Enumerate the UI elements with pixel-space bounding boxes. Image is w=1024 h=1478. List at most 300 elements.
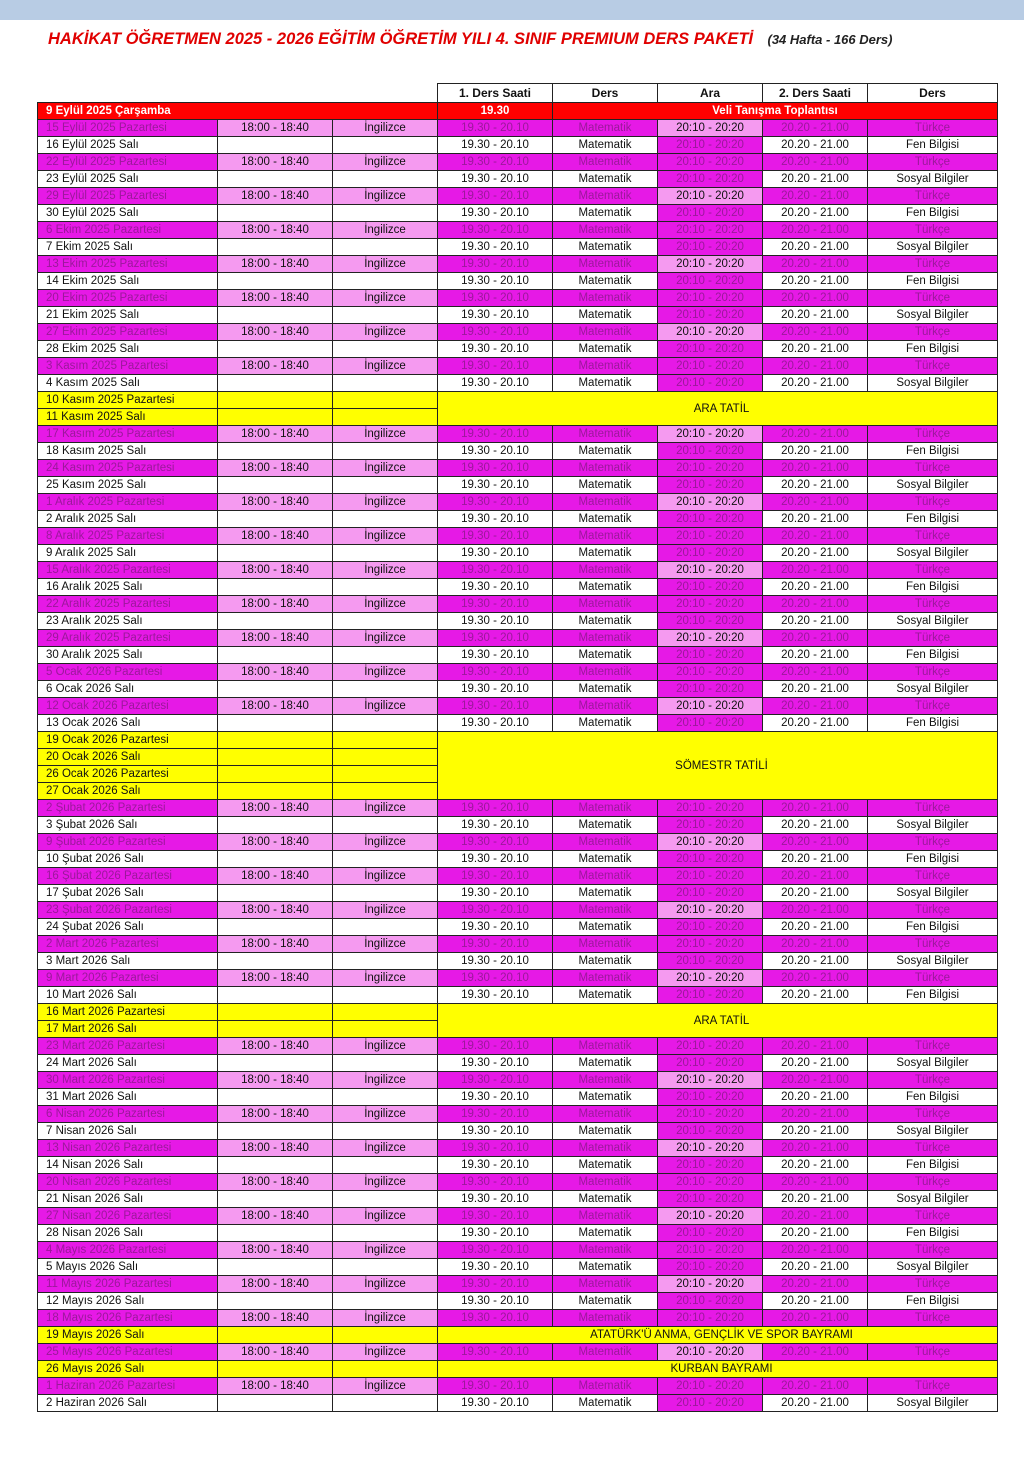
first-period-time: 19.30 - 20.10 — [438, 987, 553, 1004]
first-period-subject: Matematik — [553, 120, 658, 137]
empty-cell — [218, 749, 333, 766]
extra-time-cell: 18:00 - 18:40 — [218, 868, 333, 885]
date-cell: 24 Şubat 2026 Salı — [38, 919, 218, 936]
monday-row — [38, 528, 998, 545]
date-cell: 13 Nisan 2026 Pazartesi — [38, 1140, 218, 1157]
first-period-subject: Matematik — [553, 800, 658, 817]
second-period-subject: Fen Bilgisi — [868, 1225, 998, 1242]
second-period-time: 20.20 - 21.00 — [763, 1055, 868, 1072]
top-bar — [0, 0, 1024, 20]
tuesday-row — [38, 1191, 998, 1208]
extra-time-cell: 18:00 - 18:40 — [218, 358, 333, 375]
break-time: 20:10 - 20:20 — [658, 596, 763, 613]
tuesday-row — [38, 1157, 998, 1174]
second-period-subject: Türkçe — [868, 188, 998, 205]
break-time: 20:10 - 20:20 — [658, 290, 763, 307]
first-period-time: 19.30 - 20.10 — [438, 698, 553, 715]
second-period-subject: Sosyal Bilgiler — [868, 307, 998, 324]
monday-row — [38, 120, 998, 137]
second-period-time: 20.20 - 21.00 — [763, 188, 868, 205]
extra-lesson-cell: İngilizce — [333, 120, 438, 137]
first-period-time: 19.30 - 20.10 — [438, 443, 553, 460]
date-cell: 22 Aralık 2025 Pazartesi — [38, 596, 218, 613]
extra-lesson-cell: İngilizce — [333, 358, 438, 375]
tuesday-row — [38, 613, 998, 630]
second-period-subject: Fen Bilgisi — [868, 919, 998, 936]
date-cell: 4 Mayıs 2026 Pazartesi — [38, 1242, 218, 1259]
first-period-time: 19.30 - 20.10 — [438, 1208, 553, 1225]
tuesday-row — [38, 307, 998, 324]
first-period-time: 19.30 - 20.10 — [438, 919, 553, 936]
first-period-time: 19.30 - 20.10 — [438, 239, 553, 256]
date-cell: 21 Nisan 2026 Salı — [38, 1191, 218, 1208]
second-period-subject: Fen Bilgisi — [868, 511, 998, 528]
date-cell: 20 Ocak 2026 Salı — [38, 749, 218, 766]
first-period-subject: Matematik — [553, 1395, 658, 1412]
extra-lesson-cell: İngilizce — [333, 324, 438, 341]
second-period-time: 20.20 - 21.00 — [763, 171, 868, 188]
tuesday-row — [38, 443, 998, 460]
extra-time-cell — [218, 273, 333, 290]
extra-time-cell — [218, 987, 333, 1004]
date-cell: 29 Eylül 2025 Pazartesi — [38, 188, 218, 205]
extra-time-cell: 18:00 - 18:40 — [218, 970, 333, 987]
extra-time-cell: 18:00 - 18:40 — [218, 630, 333, 647]
break-time: 20:10 - 20:20 — [658, 613, 763, 630]
extra-time-cell — [218, 1395, 333, 1412]
first-period-subject: Matematik — [553, 1378, 658, 1395]
second-period-time: 20.20 - 21.00 — [763, 426, 868, 443]
date-cell: 20 Nisan 2026 Pazartesi — [38, 1174, 218, 1191]
extra-time-cell: 18:00 - 18:40 — [218, 936, 333, 953]
second-period-subject: Türkçe — [868, 1344, 998, 1361]
break-time: 20:10 - 20:20 — [658, 647, 763, 664]
extra-time-cell — [218, 885, 333, 902]
break-time: 20:10 - 20:20 — [658, 1157, 763, 1174]
extra-lesson-cell — [333, 1395, 438, 1412]
extra-lesson-cell: İngilizce — [333, 936, 438, 953]
extra-time-cell — [218, 919, 333, 936]
holiday-label: SÖMESTR TATİLİ — [438, 732, 998, 800]
date-cell: 1 Aralık 2025 Pazartesi — [38, 494, 218, 511]
second-period-subject: Fen Bilgisi — [868, 137, 998, 154]
extra-lesson-cell — [333, 273, 438, 290]
second-period-time: 20.20 - 21.00 — [763, 664, 868, 681]
break-time: 20:10 - 20:20 — [658, 494, 763, 511]
second-period-time: 20.20 - 21.00 — [763, 375, 868, 392]
extra-lesson-cell: İngilizce — [333, 528, 438, 545]
extra-time-cell: 18:00 - 18:40 — [218, 664, 333, 681]
first-period-subject: Matematik — [553, 460, 658, 477]
second-period-time: 20.20 - 21.00 — [763, 477, 868, 494]
date-cell: 13 Ekim 2025 Pazartesi — [38, 256, 218, 273]
date-cell: 9 Aralık 2025 Salı — [38, 545, 218, 562]
date-cell: 3 Kasım 2025 Pazartesi — [38, 358, 218, 375]
date-cell: 17 Kasım 2025 Pazartesi — [38, 426, 218, 443]
break-time: 20:10 - 20:20 — [658, 375, 763, 392]
second-period-subject: Sosyal Bilgiler — [868, 1191, 998, 1208]
first-period-time: 19.30 - 20.10 — [438, 358, 553, 375]
first-period-time: 19.30 - 20.10 — [438, 1293, 553, 1310]
empty-cell — [218, 1004, 333, 1021]
second-period-time: 20.20 - 21.00 — [763, 1191, 868, 1208]
extra-lesson-cell — [333, 851, 438, 868]
date-cell: 10 Şubat 2026 Salı — [38, 851, 218, 868]
second-period-subject: Türkçe — [868, 630, 998, 647]
first-period-subject: Matematik — [553, 1208, 658, 1225]
date-cell: 2 Şubat 2026 Pazartesi — [38, 800, 218, 817]
second-period-time: 20.20 - 21.00 — [763, 443, 868, 460]
extra-lesson-cell: İngilizce — [333, 596, 438, 613]
tuesday-row — [38, 341, 998, 358]
second-period-subject: Türkçe — [868, 596, 998, 613]
date-cell: 23 Mart 2026 Pazartesi — [38, 1038, 218, 1055]
second-period-subject: Türkçe — [868, 494, 998, 511]
second-period-subject: Türkçe — [868, 528, 998, 545]
first-period-subject: Matematik — [553, 324, 658, 341]
extra-time-cell: 18:00 - 18:40 — [218, 290, 333, 307]
break-time: 20:10 - 20:20 — [658, 1293, 763, 1310]
tuesday-row — [38, 171, 998, 188]
extra-lesson-cell: İngilizce — [333, 1344, 438, 1361]
second-period-time: 20.20 - 21.00 — [763, 1225, 868, 1242]
second-period-time: 20.20 - 21.00 — [763, 868, 868, 885]
date-cell: 19 Ocak 2026 Pazartesi — [38, 732, 218, 749]
empty-cell — [218, 732, 333, 749]
second-period-time: 20.20 - 21.00 — [763, 698, 868, 715]
first-period-subject: Matematik — [553, 1089, 658, 1106]
date-cell: 19 Mayıs 2026 Salı — [38, 1327, 218, 1344]
second-period-time: 20.20 - 21.00 — [763, 596, 868, 613]
monday-row — [38, 324, 998, 341]
date-cell: 27 Ekim 2025 Pazartesi — [38, 324, 218, 341]
extra-lesson-cell: İngilizce — [333, 698, 438, 715]
extra-time-cell: 18:00 - 18:40 — [218, 1344, 333, 1361]
second-period-subject: Fen Bilgisi — [868, 987, 998, 1004]
monday-row — [38, 1140, 998, 1157]
date-cell: 24 Mart 2026 Salı — [38, 1055, 218, 1072]
first-period-time: 19.30 - 20.10 — [438, 562, 553, 579]
extra-lesson-cell — [333, 171, 438, 188]
extra-time-cell: 18:00 - 18:40 — [218, 902, 333, 919]
first-period-subject: Matematik — [553, 1293, 658, 1310]
first-period-subject: Matematik — [553, 154, 658, 171]
tuesday-row — [38, 681, 998, 698]
extra-lesson-cell — [333, 579, 438, 596]
second-period-time: 20.20 - 21.00 — [763, 834, 868, 851]
date-cell: 3 Şubat 2026 Salı — [38, 817, 218, 834]
date-cell: 15 Aralık 2025 Pazartesi — [38, 562, 218, 579]
tuesday-row — [38, 647, 998, 664]
extra-time-cell — [218, 1225, 333, 1242]
extra-lesson-cell — [333, 341, 438, 358]
schedule-table — [37, 83, 998, 1412]
second-period-subject: Türkçe — [868, 290, 998, 307]
first-period-time: 19.30 - 20.10 — [438, 494, 553, 511]
second-period-subject: Türkçe — [868, 1072, 998, 1089]
date-cell: 13 Ocak 2026 Salı — [38, 715, 218, 732]
empty-cell — [333, 1004, 438, 1021]
first-period-time: 19.30 - 20.10 — [438, 647, 553, 664]
extra-lesson-cell: İngilizce — [333, 222, 438, 239]
second-period-time: 20.20 - 21.00 — [763, 987, 868, 1004]
extra-time-cell — [218, 953, 333, 970]
second-period-subject: Sosyal Bilgiler — [868, 613, 998, 630]
monday-row — [38, 426, 998, 443]
second-period-subject: Türkçe — [868, 154, 998, 171]
empty-cell — [333, 783, 438, 800]
monday-row — [38, 358, 998, 375]
first-period-time: 19.30 - 20.10 — [438, 256, 553, 273]
break-time: 20:10 - 20:20 — [658, 885, 763, 902]
second-period-time: 20.20 - 21.00 — [763, 1123, 868, 1140]
date-cell: 20 Ekim 2025 Pazartesi — [38, 290, 218, 307]
first-period-subject: Matematik — [553, 222, 658, 239]
extra-time-cell — [218, 171, 333, 188]
first-period-subject: Matematik — [553, 1072, 658, 1089]
extra-time-cell — [218, 1191, 333, 1208]
second-period-time: 20.20 - 21.00 — [763, 1038, 868, 1055]
extra-time-cell: 18:00 - 18:40 — [218, 324, 333, 341]
extra-time-cell: 18:00 - 18:40 — [218, 460, 333, 477]
second-period-subject: Fen Bilgisi — [868, 443, 998, 460]
break-time: 20:10 - 20:20 — [658, 715, 763, 732]
break-time: 20:10 - 20:20 — [658, 1344, 763, 1361]
first-period-time: 19.30 - 20.10 — [438, 290, 553, 307]
first-period-time: 19.30 - 20.10 — [438, 1310, 553, 1327]
first-period-time: 19.30 - 20.10 — [438, 477, 553, 494]
second-period-time: 20.20 - 21.00 — [763, 1208, 868, 1225]
second-period-time: 20.20 - 21.00 — [763, 256, 868, 273]
second-period-time: 20.20 - 21.00 — [763, 953, 868, 970]
extra-lesson-cell — [333, 1089, 438, 1106]
extra-lesson-cell — [333, 1055, 438, 1072]
second-period-subject: Sosyal Bilgiler — [868, 171, 998, 188]
date-cell: 30 Eylül 2025 Salı — [38, 205, 218, 222]
first-period-time: 19.30 - 20.10 — [438, 1089, 553, 1106]
holiday-label: ATATÜRK'Ü ANMA, GENÇLİK VE SPOR BAYRAMI — [438, 1327, 998, 1344]
first-period-time: 19.30 - 20.10 — [438, 120, 553, 137]
monday-row — [38, 154, 998, 171]
date-cell: 10 Kasım 2025 Pazartesi — [38, 392, 218, 409]
second-period-time: 20.20 - 21.00 — [763, 120, 868, 137]
date-cell: 28 Ekim 2025 Salı — [38, 341, 218, 358]
break-time: 20:10 - 20:20 — [658, 154, 763, 171]
monday-row — [38, 1208, 998, 1225]
extra-time-cell: 18:00 - 18:40 — [218, 528, 333, 545]
tuesday-row — [38, 919, 998, 936]
extra-lesson-cell: İngilizce — [333, 1038, 438, 1055]
date-cell: 23 Şubat 2026 Pazartesi — [38, 902, 218, 919]
extra-time-cell: 18:00 - 18:40 — [218, 1242, 333, 1259]
first-period-subject: Matematik — [553, 358, 658, 375]
monday-row — [38, 460, 998, 477]
holiday-label: KURBAN BAYRAMI — [438, 1361, 998, 1378]
first-period-time: 19.30 - 20.10 — [438, 936, 553, 953]
second-period-subject: Türkçe — [868, 358, 998, 375]
second-period-time: 20.20 - 21.00 — [763, 630, 868, 647]
first-period-subject: Matematik — [553, 171, 658, 188]
second-period-time: 20.20 - 21.00 — [763, 137, 868, 154]
first-period-time: 19.30 - 20.10 — [438, 1157, 553, 1174]
break-time: 20:10 - 20:20 — [658, 273, 763, 290]
extra-lesson-cell: İngilizce — [333, 290, 438, 307]
second-period-subject: Türkçe — [868, 1310, 998, 1327]
first-period-subject: Matematik — [553, 477, 658, 494]
second-period-subject: Sosyal Bilgiler — [868, 1123, 998, 1140]
second-period-subject: Sosyal Bilgiler — [868, 1395, 998, 1412]
extra-time-cell — [218, 239, 333, 256]
break-time: 20:10 - 20:20 — [658, 222, 763, 239]
first-period-time: 19.30 - 20.10 — [438, 1072, 553, 1089]
second-period-time: 20.20 - 21.00 — [763, 1395, 868, 1412]
tuesday-row — [38, 1225, 998, 1242]
extra-lesson-cell: İngilizce — [333, 902, 438, 919]
second-period-time: 20.20 - 21.00 — [763, 324, 868, 341]
header-blank — [218, 84, 333, 103]
second-period-time: 20.20 - 21.00 — [763, 528, 868, 545]
second-period-time: 20.20 - 21.00 — [763, 1157, 868, 1174]
holiday-row — [38, 1004, 998, 1021]
tuesday-row — [38, 137, 998, 154]
first-period-subject: Matematik — [553, 290, 658, 307]
first-period-subject: Matematik — [553, 902, 658, 919]
monday-row — [38, 1174, 998, 1191]
second-period-subject: Fen Bilgisi — [868, 1293, 998, 1310]
second-period-time: 20.20 - 21.00 — [763, 1072, 868, 1089]
break-time: 20:10 - 20:20 — [658, 1259, 763, 1276]
extra-time-cell: 18:00 - 18:40 — [218, 1106, 333, 1123]
monday-row — [38, 902, 998, 919]
first-period-time: 19.30 - 20.10 — [438, 375, 553, 392]
first-period-subject: Matematik — [553, 1038, 658, 1055]
date-cell: 16 Mart 2026 Pazartesi — [38, 1004, 218, 1021]
monday-row — [38, 1072, 998, 1089]
tuesday-row — [38, 715, 998, 732]
first-period-subject: Matematik — [553, 375, 658, 392]
extra-lesson-cell — [333, 817, 438, 834]
tuesday-row — [38, 545, 998, 562]
extra-time-cell — [218, 613, 333, 630]
header-cell: 2. Ders Saati — [763, 84, 868, 103]
extra-time-cell: 18:00 - 18:40 — [218, 1378, 333, 1395]
break-time: 20:10 - 20:20 — [658, 1378, 763, 1395]
tuesday-row — [38, 987, 998, 1004]
tuesday-row — [38, 1395, 998, 1412]
extra-lesson-cell — [333, 477, 438, 494]
monday-row — [38, 970, 998, 987]
second-period-time: 20.20 - 21.00 — [763, 494, 868, 511]
second-period-subject: Sosyal Bilgiler — [868, 1259, 998, 1276]
second-period-subject: Türkçe — [868, 936, 998, 953]
break-time: 20:10 - 20:20 — [658, 188, 763, 205]
date-cell: 10 Mart 2026 Salı — [38, 987, 218, 1004]
break-time: 20:10 - 20:20 — [658, 1225, 763, 1242]
tuesday-row — [38, 851, 998, 868]
header-cell: Ders — [868, 84, 998, 103]
monday-row — [38, 1276, 998, 1293]
break-time: 20:10 - 20:20 — [658, 1395, 763, 1412]
monday-row — [38, 596, 998, 613]
first-period-time: 19.30 - 20.10 — [438, 1242, 553, 1259]
date-cell: 2 Aralık 2025 Salı — [38, 511, 218, 528]
monday-row — [38, 936, 998, 953]
second-period-time: 20.20 - 21.00 — [763, 851, 868, 868]
second-period-subject: Türkçe — [868, 324, 998, 341]
first-period-subject: Matematik — [553, 868, 658, 885]
veli-row — [38, 103, 998, 120]
date-cell: 30 Mart 2026 Pazartesi — [38, 1072, 218, 1089]
second-period-time: 20.20 - 21.00 — [763, 1106, 868, 1123]
extra-lesson-cell — [333, 1225, 438, 1242]
first-period-time: 19.30 - 20.10 — [438, 596, 553, 613]
second-period-subject: Türkçe — [868, 222, 998, 239]
break-time: 20:10 - 20:20 — [658, 528, 763, 545]
first-period-time: 19.30 - 20.10 — [438, 1378, 553, 1395]
extra-time-cell: 18:00 - 18:40 — [218, 1072, 333, 1089]
break-time: 20:10 - 20:20 — [658, 460, 763, 477]
second-period-subject: Türkçe — [868, 970, 998, 987]
break-time: 20:10 - 20:20 — [658, 1038, 763, 1055]
empty-cell — [333, 409, 438, 426]
date-cell: 4 Kasım 2025 Salı — [38, 375, 218, 392]
monday-row — [38, 664, 998, 681]
date-cell: 5 Ocak 2026 Pazartesi — [38, 664, 218, 681]
header-cell: Ara — [658, 84, 763, 103]
first-period-time: 19.30 - 20.10 — [438, 868, 553, 885]
extra-lesson-cell: İngilizce — [333, 426, 438, 443]
second-period-time: 20.20 - 21.00 — [763, 1089, 868, 1106]
date-cell: 18 Kasım 2025 Salı — [38, 443, 218, 460]
empty-cell — [333, 1327, 438, 1344]
extra-lesson-cell — [333, 1157, 438, 1174]
break-time: 20:10 - 20:20 — [658, 1276, 763, 1293]
monday-row — [38, 834, 998, 851]
second-period-time: 20.20 - 21.00 — [763, 358, 868, 375]
date-cell: 6 Ocak 2026 Salı — [38, 681, 218, 698]
second-period-time: 20.20 - 21.00 — [763, 613, 868, 630]
first-period-time: 19.30 - 20.10 — [438, 681, 553, 698]
extra-time-cell: 18:00 - 18:40 — [218, 188, 333, 205]
break-time: 20:10 - 20:20 — [658, 681, 763, 698]
second-period-subject: Fen Bilgisi — [868, 1089, 998, 1106]
header-blank — [38, 84, 218, 103]
holiday-label: ARA TATİL — [438, 1004, 998, 1038]
first-period-subject: Matematik — [553, 1123, 658, 1140]
first-period-time: 19.30 - 20.10 — [438, 1123, 553, 1140]
extra-lesson-cell — [333, 647, 438, 664]
break-time: 20:10 - 20:20 — [658, 953, 763, 970]
date-cell: 17 Mart 2026 Salı — [38, 1021, 218, 1038]
break-time: 20:10 - 20:20 — [658, 1123, 763, 1140]
extra-lesson-cell: İngilizce — [333, 834, 438, 851]
second-period-time: 20.20 - 21.00 — [763, 1344, 868, 1361]
second-period-time: 20.20 - 21.00 — [763, 919, 868, 936]
first-period-time: 19.30 - 20.10 — [438, 630, 553, 647]
second-period-subject: Fen Bilgisi — [868, 851, 998, 868]
monday-row — [38, 1378, 998, 1395]
extra-lesson-cell: İngilizce — [333, 630, 438, 647]
extra-time-cell — [218, 137, 333, 154]
first-period-time: 19.30 - 20.10 — [438, 1395, 553, 1412]
first-period-subject: Matematik — [553, 1259, 658, 1276]
first-period-time: 19.30 - 20.10 — [438, 1174, 553, 1191]
second-period-subject: Fen Bilgisi — [868, 341, 998, 358]
second-period-subject: Türkçe — [868, 1378, 998, 1395]
first-period-subject: Matematik — [553, 987, 658, 1004]
break-time: 20:10 - 20:20 — [658, 851, 763, 868]
break-time: 20:10 - 20:20 — [658, 1072, 763, 1089]
